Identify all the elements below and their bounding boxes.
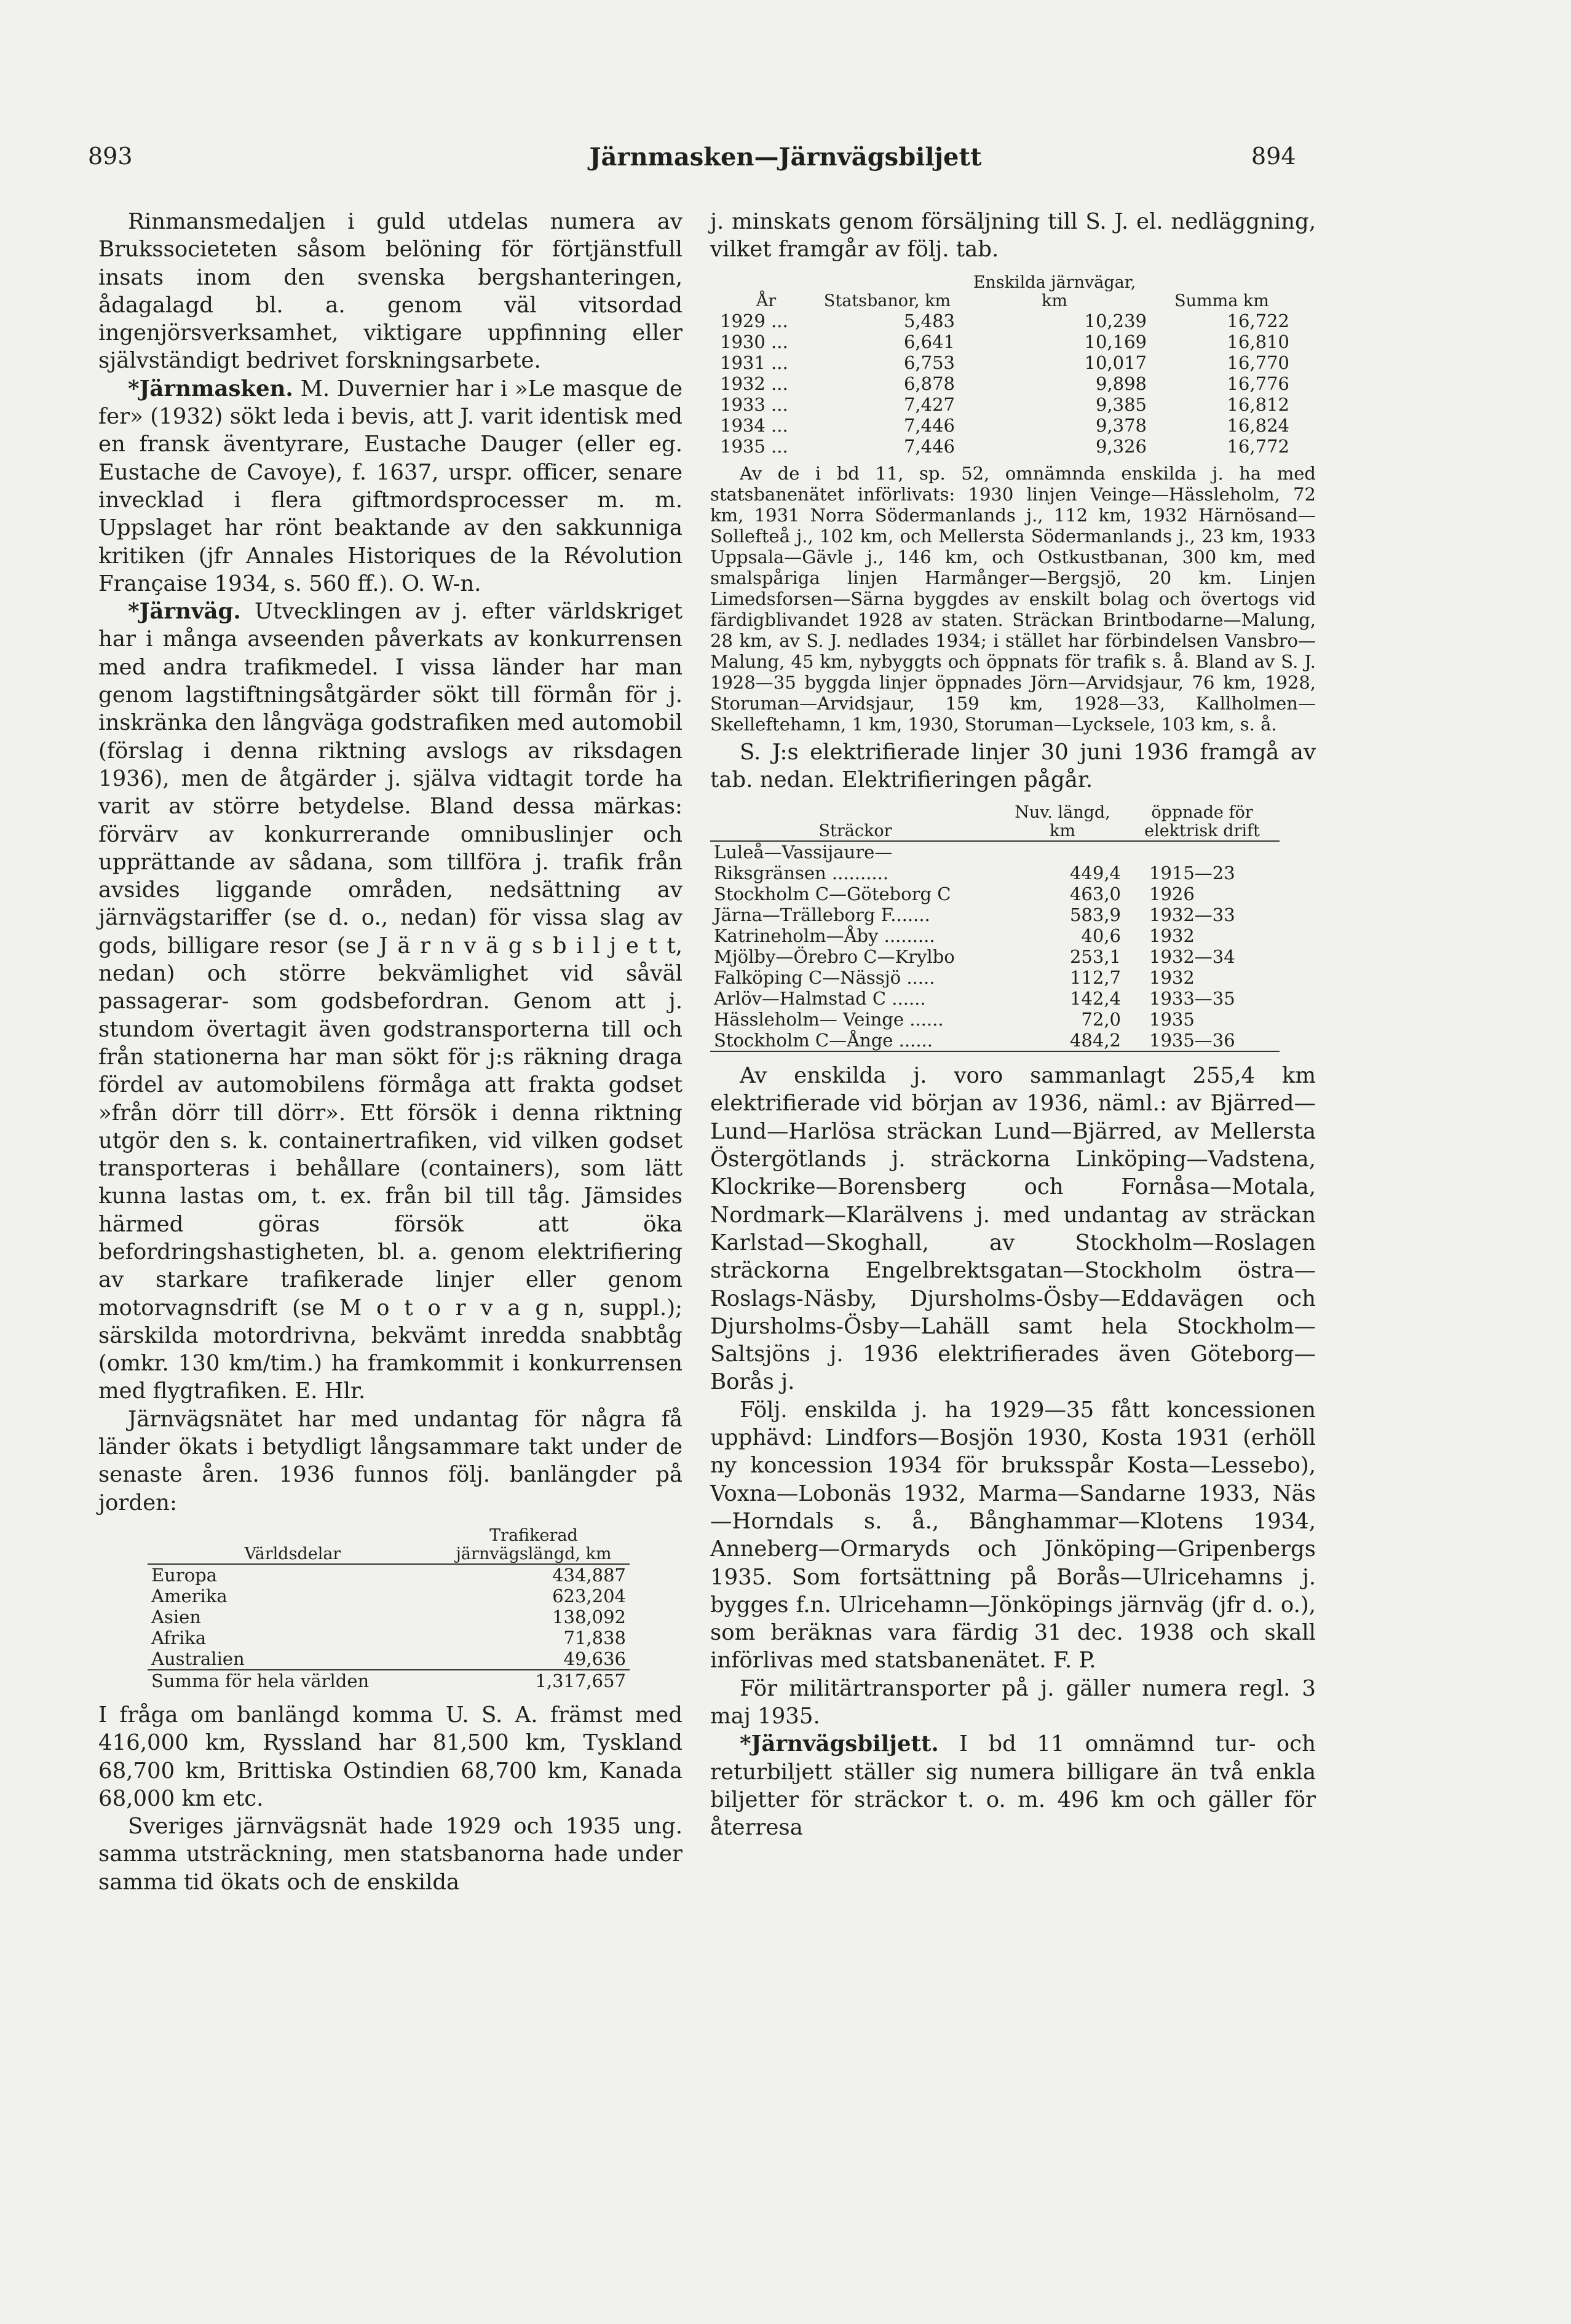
table-header-row (710, 804, 1280, 841)
table-cell: 16,824 (1227, 414, 1289, 436)
table-cell: 623,204 (552, 1585, 626, 1607)
table-header: Världsdelar (244, 1544, 341, 1563)
table-row (710, 841, 1280, 883)
table-cell: 9,378 (1095, 414, 1147, 436)
table-cell: Falköping C—Nässjö ..... (714, 967, 935, 989)
entry-heading: *Järnmasken. (128, 376, 293, 401)
table-row (710, 988, 1280, 1009)
entry-text: Utvecklingen av j. efter världskriget har i många avseenden påverkats av konkurrensen med andra trafikmedel. I vissa länder har man genom lagstiftningsåtgärder sökt till förmån för j. inskränka den långväga godstrafiken med automobil (förslag i denna riktning avslogs av riksdagen 1936), men de åtgärder j. själva vidtagit torde ha varit av större betydelse. Bland dessa märkas: förvärv av konkurrerande omnibuslinjer och upprättande av sådana, som tillföra j. trafik från avsides liggande områden, nedsättning av järnvägstariffer (se d. o., nedan) för vissa slag av gods, billigare resor (se J ä r n v ä g s b i l j e t t, nedan) och större bekvämlighet vid såväl passagerar- som godsbefordran. Genom att j. stundom övertagit även godstransporterna till och från stationerna har man sökt för j:s räkning draga fördel av automobilens förmåga att frakta godset »från dörr till dörr». Ett försök i denna riktning utgör den s. k. containertrafiken, vid vilken godset transporteras i behållare (containers), som lätt kunna lastas om, t. ex. från bil till tåg. Jämsides härmed göras försök att öka befordringshastigheten, bl. a. genom elektrifiering av starkare trafikerade linjer eller genom motorvagnsdrift (se M o t o r v a g n, suppl.); särskilda motordrivna, bekvämt inredda snabbtåg (omkr. 130 km/tim.) ha framkommit i konkurrensen med flygtrafiken. E. Hlr. (98, 599, 683, 1404)
entry-text: M. Duvernier har i »Le masque de fer» (1932) sökt leda i bevis, att J. varit identisk med en fransk äventyrare, Eustache Dauger (eller eg. Eustache de Cavoye), f. 1637, urspr. officer, senare invecklad i flera giftmordsprocesser m. m. Uppslaget har rönt beaktande av den sakkunniga kritiken (jfr Annales Historiques de la Révolution Française 1934, s. 560 ff.). O. W-n. (98, 376, 683, 596)
table-cell: 112,7 (1069, 967, 1121, 989)
table-cell: Järna—Trälleborg F....... (714, 904, 930, 926)
table-cell: Katrineholm—Åby ......... (714, 925, 935, 947)
table-cell: 583,9 (1069, 904, 1121, 926)
table-cell: 1933 ... (720, 393, 788, 415)
paragraph-militar: För militärtransporter på j. gäller numera regl. 3 maj 1935. (710, 1675, 1316, 1729)
table-cell: 16,772 (1227, 435, 1289, 457)
table-cell: Mjölby—Örebro C—Krylbo (714, 946, 955, 968)
table-row (710, 883, 1280, 904)
table-row (716, 436, 1293, 457)
table-row (710, 946, 1280, 967)
table-row (710, 1009, 1280, 1030)
table-cell: 10,017 (1084, 352, 1147, 373)
table-cell: 138,092 (552, 1606, 626, 1627)
paragraph-minskats: j. minskats genom försäljning till S. J. el. nedläggning, vilket framgår av följ. tab. (710, 209, 1316, 263)
table-row (148, 1586, 630, 1607)
table-cell: 1915—23 (1149, 863, 1235, 884)
table-cell: 9,898 (1095, 373, 1147, 394)
page-header (0, 143, 1571, 180)
table-cell: Afrika (151, 1627, 207, 1648)
paragraph-enskilda: Av enskilda j. voro sammanlagt 255,4 km elektrifierade vid början av 1936, näml.: av Bjärred—Lund—Harlösa sträckan Lund—Bjärred, av Mellersta Östergötlands j. sträckorna Linköping—Vadstena, Klockrike—Borensberg och Fornåsa—Motala, Nordmark—Klarälvens j. med undantag av sträckan Karlstad—Skoghall, av Stockholm—Roslagen sträckorna Engelbrektsgatan—Stockholm östra—Roslags-Näsby, Djursholms-Ösby—Eddavägen och Djursholms-Ösby—Lahäll samt hela Stockholm—Saltsjöns j. 1936 elektrifierades även Göteborg—Borås j. (710, 1063, 1316, 1395)
table-cell: 6,878 (903, 373, 955, 394)
table-cell: 1935—36 (1149, 1030, 1235, 1051)
table-cell: 1933—35 (1149, 988, 1235, 1010)
table-cell: 49,636 (563, 1648, 626, 1669)
table-row (710, 1030, 1280, 1051)
table-cell: 6,753 (903, 352, 955, 373)
table-cell: Hässleholm— Veinge ...... (714, 1009, 944, 1030)
table-row (148, 1607, 630, 1627)
table-row (716, 394, 1293, 415)
entry-jarnmasken (98, 375, 683, 598)
table-cell: 142,4 (1069, 988, 1121, 1010)
table-cell: Amerika (151, 1585, 228, 1607)
table-cell: Stockholm C—Göteborg C (714, 883, 951, 905)
table-cell: 40,6 (1081, 925, 1121, 947)
table-cell: 1,317,657 (535, 1670, 626, 1691)
entry-jarnvag (98, 598, 683, 1405)
table-row (716, 310, 1293, 331)
table-cell: 9,385 (1095, 393, 1147, 415)
table-cell: 72,0 (1081, 1009, 1121, 1030)
table-cell: Summa för hela världen (151, 1670, 370, 1691)
table-row (716, 373, 1293, 394)
table-row (716, 331, 1293, 352)
paragraph-koncession: Följ. enskilda j. ha 1929—35 fått koncessionen upphävd: Lindfors—Bosjön 1930, Kosta 1931 (erhöll ny koncession 1934 för bruksspår Kosta—Lessebo), Voxna—Lobonäs 1932, Marma—Sandarne 1933, Näs—Horndals s. å., Bånghammar—Klotens 1934, Anneberg—Ormaryds och Jönköping—Gripenbergs 1935. Som fortsättning på Borås—Ulricehamns j. bygges f.n. Ulricehamn—Jönköpings järnväg (jfr d. o.), som beräknas vara färdig 31 dec. 1938 och skall införlivas med statsbanenätet. F. P. (710, 1397, 1316, 1674)
table-row (710, 925, 1280, 946)
table-row (716, 352, 1293, 373)
table-cell: Arlöv—Halmstad C ...... (714, 988, 926, 1010)
table-cell: 5,483 (903, 310, 955, 331)
table-cell: 1935 ... (720, 435, 788, 457)
table-row (148, 1627, 630, 1648)
table-cell: 71,838 (563, 1627, 626, 1648)
table-header: År (756, 291, 777, 310)
table-row (710, 904, 1280, 925)
table-cell: 1932 (1149, 925, 1195, 947)
table-cell: 16,776 (1227, 373, 1289, 394)
table-cell: 1930 ... (720, 331, 788, 352)
table-header: Nuv. längd, km (1015, 803, 1110, 841)
table-cell: 6,641 (903, 331, 955, 352)
entry-heading: *Järnväg. (128, 599, 241, 625)
table-header: Sträckor (818, 821, 892, 841)
table-header: Trafikerad järnvägslängd, km (456, 1525, 612, 1563)
small-print-note: Av de i bd 11, sp. 52, omnämnda enskilda j. ha med statsbanenätet införlivats: 1930 linjen Veinge—Hässleholm, 72 km, 1931 Norra Södermanlands j., 112 km, 1932 Härnösand—Sollefteå j., 102 km, och Mellersta Södermanlands j., 23 km, 1933 Uppsala—Gävle j., 146 km, och Ostkustbanan, 300 km, med smalspåriga linjen Harmånger—Bergsjö, 20 km. Linjen Limedsforsen—Särna byggdes av enskilt bolag och övertogs vid färdigblivandet 1928 av staten. Sträckan Brintbodarne—Malung, 28 km, av S. J. nedlades 1934; i stället har förbindelsen Vansbro—Malung, 45 km, nybyggts och öppnats för trafik s. å. Bland av S. J. 1928—35 byggda linjer öppnades Jörn—Arvidsjaur, 76 km, 1928, Storuman—Arvidsjaur, 159 km, 1928—33, Kallholmen—Skelleftehamn, 1 km, 1930, Storuman—Lycksele, 103 km, s. å. (710, 462, 1316, 735)
entry-text: I bd 11 omnämnd tur- och returbiljett ställer sig numera billigare än två enkla biljetter för sträckor t. o. m. 496 km och gäller för återresa (710, 1731, 1316, 1841)
table-cell: Luleå—Vassijaure—Riksgränsen .......... (714, 842, 893, 884)
right-column (710, 208, 1316, 1842)
table-cell: 484,2 (1069, 1030, 1121, 1051)
table-cell: 16,812 (1227, 393, 1289, 415)
table-cell: 1932—33 (1149, 904, 1235, 926)
table-cell: 9,326 (1095, 435, 1147, 457)
table-header: Statsbanor, km (823, 291, 951, 310)
table-cell: Asien (151, 1606, 201, 1627)
electrified-lines-table (710, 804, 1280, 1052)
table-cell: 1929 ... (720, 310, 788, 331)
table-cell: 1926 (1149, 883, 1195, 905)
paragraph-rinman: Rinmansmedaljen i guld utdelas numera av Brukssocieteten såsom belöning för förtjänstfull insats inom den svenska bergshanteringen, ådagalagd bl. a. genom väl vitsordad ingenjörsverksamhet, viktigare uppfinning eller självständigt bedrivet forskningsarbete. (98, 209, 683, 374)
table-header: öppnade för elektrisk drift (1144, 803, 1260, 841)
table-header-row (716, 274, 1293, 310)
paragraph-jarnvagsnatet: Järnvägsnätet har med undantag för några få länder ökats i betydligt långsammare takt under de senaste åren. 1936 funnos följ. banlängder på jorden: (98, 1406, 683, 1516)
table-total-row (148, 1670, 630, 1691)
table-cell: 16,770 (1227, 352, 1289, 373)
table-header-row (148, 1527, 630, 1564)
page-number-left: 893 (88, 143, 133, 170)
table-cell: Stockholm C—Ånge ...... (714, 1030, 933, 1051)
table-cell: 1931 ... (720, 352, 788, 373)
table-cell: 7,446 (903, 435, 955, 457)
entry-jarnvagsbiljett (710, 1730, 1316, 1841)
table-cell: 1934 ... (720, 414, 788, 436)
paragraph-banlangd: I fråga om banlängd komma U. S. A. främst med 416,000 km, Ryssland har 81,500 km, Tyskland 68,700 km, Brittiska Ostindien 68,700 km, Kanada 68,000 km etc. (98, 1702, 683, 1811)
table-cell: 253,1 (1069, 946, 1121, 968)
swedish-railway-table (716, 274, 1293, 457)
table-cell: 1935 (1149, 1009, 1195, 1030)
table-cell: 434,887 (552, 1564, 626, 1586)
paragraph-elektrifierade: S. J:s elektrifierade linjer 30 juni 1936 framgå av tab. nedan. Elektrifieringen pågår. (710, 739, 1316, 792)
table-row (148, 1648, 630, 1670)
world-railway-table (148, 1527, 630, 1691)
page-number-right: 894 (1251, 143, 1296, 170)
table-cell: 1932 (1149, 967, 1195, 989)
table-cell: 7,446 (903, 414, 955, 436)
entry-heading: *Järnvägsbiljett. (740, 1731, 939, 1757)
paragraph-sveriges: Sveriges järnvägsnät hade 1929 och 1935 ung. samma utsträckning, men statsbanorna hade under samma tid ökats och de enskilda (98, 1814, 683, 1895)
running-title: Järnmasken—Järnvägsbiljett (589, 143, 982, 172)
table-cell: 1932 ... (720, 373, 788, 394)
table-cell: 449,4 (1069, 863, 1121, 884)
table-row (716, 415, 1293, 436)
table-row (710, 967, 1280, 988)
table-row (148, 1564, 630, 1586)
table-cell: 7,427 (903, 393, 955, 415)
table-cell: 16,810 (1227, 331, 1289, 352)
table-cell: 10,239 (1084, 310, 1147, 331)
table-cell: Europa (151, 1564, 218, 1586)
table-header: Enskilda järnvägar, km (973, 272, 1136, 310)
table-cell: 16,722 (1227, 310, 1289, 331)
table-header: Summa km (1174, 291, 1269, 310)
left-column (98, 208, 683, 1896)
table-cell: 1932—34 (1149, 946, 1235, 968)
table-cell: 10,169 (1084, 331, 1147, 352)
table-cell: Australien (151, 1648, 245, 1669)
table-cell: 463,0 (1069, 883, 1121, 905)
